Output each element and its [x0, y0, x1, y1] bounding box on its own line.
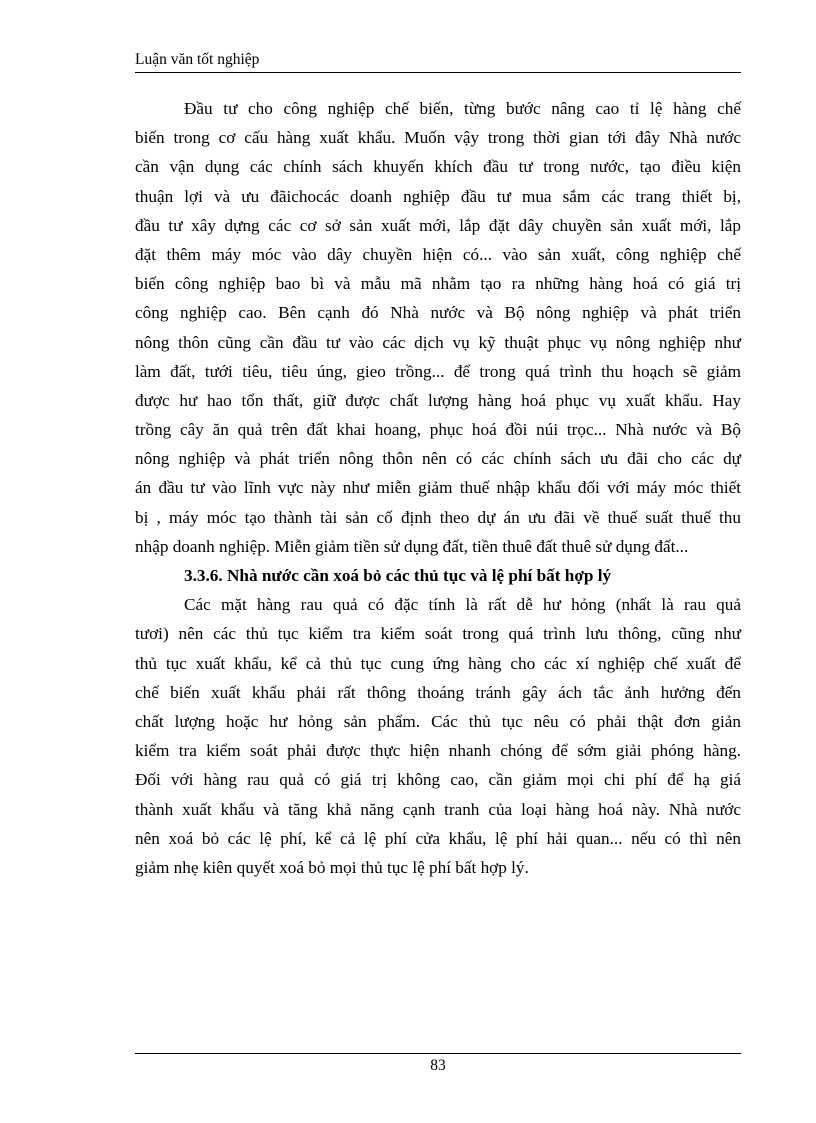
text-line: chất lượng hoặc hư hỏng sản phẩm. Các thủ tục nêu có phải thật đơn giản: [135, 711, 741, 731]
text-line: cần vận dụng các chính sách khuyến khích đầu tư trong nước, tạo điều kiện: [135, 157, 741, 177]
running-header: [135, 50, 741, 73]
document-title: Luận văn tốt nghiệp: [135, 51, 260, 68]
text-line: biến trong cơ cấu hàng xuất khẩu. Muốn vậy trong thời gian tới đây Nhà nước: [135, 128, 741, 148]
text-line: bị , máy móc tạo thành tài sản cố định theo dự án ưu đãi về thuế suất thuế thu: [135, 507, 741, 527]
text-line: làm đất, tưới tiêu, tiêu úng, gieo trồng... để trong quá trình thu hoạch sẽ giảm: [135, 361, 741, 381]
footer-divider: [135, 1053, 741, 1054]
text-line: giảm nhẹ kiên quyết xoá bỏ mọi thủ tục lệ phí bất hợp lý.: [135, 857, 529, 877]
section-heading: 3.3.6. Nhà nước cần xoá bỏ các thủ tục và lệ phí bất hợp lý: [184, 566, 612, 585]
text-line: thành xuất khẩu và tăng khả năng cạnh tranh của loại hàng hoá này. Nhà nước: [135, 799, 741, 819]
text-line: Đầu tư cho công nghiệp chế biến, từng bước nâng cao tỉ lệ hàng chế: [184, 99, 741, 118]
text-line: công nghiệp cao. Bên cạnh đó Nhà nước và Bộ nông nghiệp và phát triển: [135, 303, 741, 323]
text-line: nông nghiệp và phát triển nông thôn nên có các chính sách ưu đãi cho các dự: [135, 449, 741, 469]
text-line: đặt thêm máy móc vào dây chuyền hiện có... vào sản xuất, công nghiệp chế: [135, 244, 741, 264]
text-line: biến công nghiệp bao bì và mẫu mã nhằm tạo ra những hàng hoá có giá trị: [135, 274, 741, 294]
text-line: kiểm tra kiểm soát phải được thực hiện nhanh chóng để sớm giải phóng hàng.: [135, 741, 741, 761]
text-line: trồng cây ăn quả trên đất khai hoang, phục hoá đồi núi trọc... Nhà nước và Bộ: [135, 420, 741, 440]
paragraph-investment: [135, 94, 741, 561]
document-body: [135, 94, 741, 882]
text-line: án đầu tư vào lĩnh vực này như miễn giảm thuế nhập khẩu đối với máy móc thiết: [135, 478, 741, 498]
text-line: đầu tư xây dựng các cơ sở sản xuất mới, lắp đặt dây chuyền sản xuất mới, lắp: [135, 215, 741, 235]
text-line: tươi) nên các thủ tục kiểm tra kiểm soát trong quá trình lưu thông, cũng như: [135, 624, 741, 644]
text-line: chế biến xuất khẩu phải rất thông thoáng tránh gây ách tắc ảnh hưởng đến: [135, 682, 741, 702]
text-line: nông thôn cũng cần đầu tư vào các dịch vụ kỹ thuật phục vụ nông nghiệp như: [135, 332, 741, 352]
text-line: nên xoá bỏ các lệ phí, kể cả lệ phí cửa khẩu, lệ phí hải quan... nếu có thì nên: [135, 828, 741, 848]
text-line: Các mặt hàng rau quả có đặc tính là rất dễ hư hỏng (nhất là rau quả: [184, 595, 741, 615]
page-number: 83: [430, 1057, 446, 1074]
text-line: thủ tục xuất khẩu, kể cả thủ tục cung ứng hàng cho các xí nghiệp chế xuất để: [135, 653, 741, 673]
text-line: Đối với hàng rau quả có giá trị không cao, cần giảm mọi chi phí để hạ giá: [135, 770, 741, 790]
text-line: được hư hao tổn thất, giữ được chất lượng hàng hoá phục vụ xuất khẩu. Hay: [135, 390, 741, 410]
text-line: nhập doanh nghiệp. Miễn giảm tiền sử dụng đất, tiền thuê đất thuê sử dụng đất...: [135, 536, 689, 556]
text-line: thuận lợi và ưu đãichocác doanh nghiệp đầu tư mua sắm các trang thiết bị,: [135, 186, 741, 206]
paragraph-procedures: [135, 590, 741, 882]
